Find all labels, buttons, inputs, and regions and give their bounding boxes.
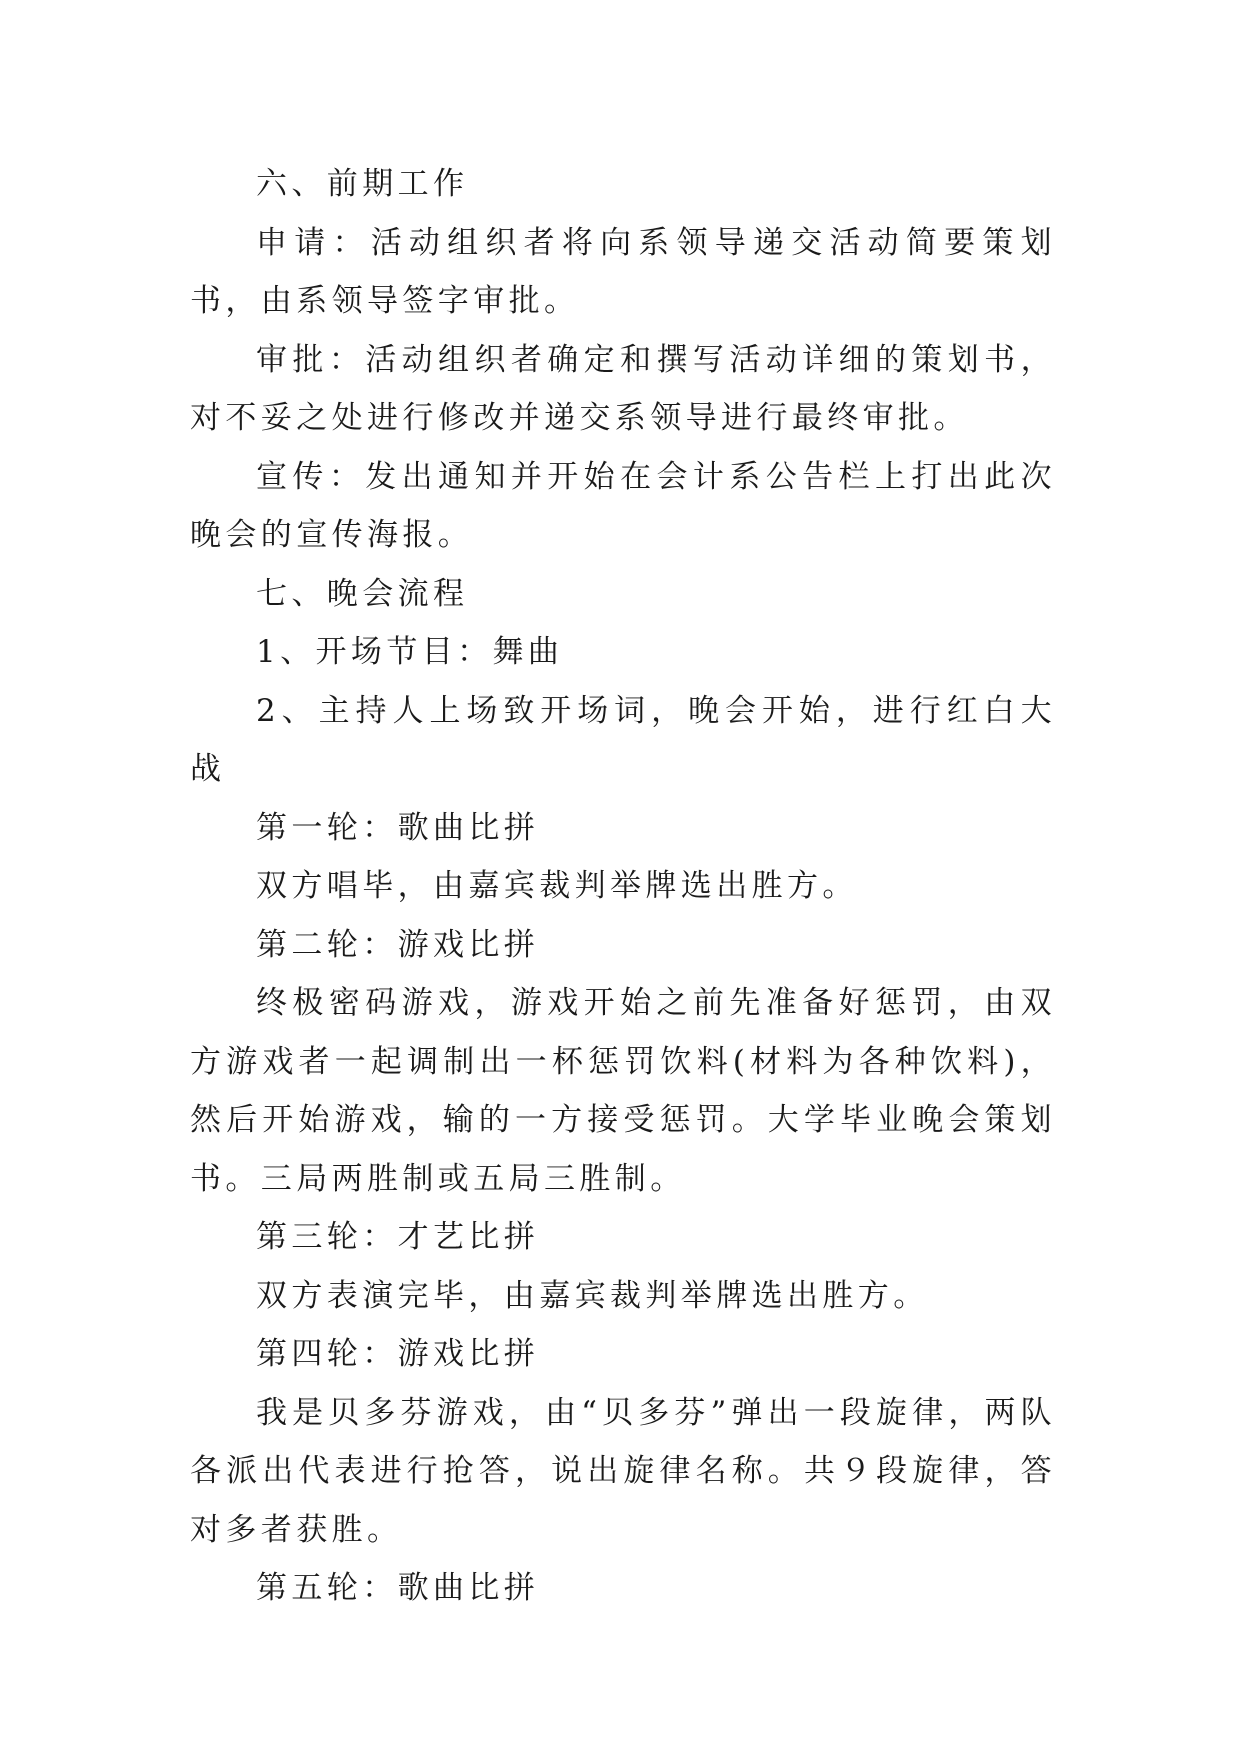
program-item-opening: 1、开场节目：舞曲 [256,634,564,670]
round-heading-5: 第五轮：歌曲比拼 [256,1570,540,1606]
round-description-2: 终极密码游戏，游戏开始之前先准备好惩罚，由双方游戏者一起调制出一杯惩罚饮料(材料为各种饮料)，然后开始游戏，输的一方接受惩罚。大学毕业晚会策划书。三局两胜制或五局三胜制。 [190,985,1056,1197]
paragraph-approval: 审批：活动组织者确定和撰写活动详细的策划书，对不妥之处进行修改并递交系领导进行最终审批。 [190,341,1056,436]
document-page [190,155,1056,1618]
paragraph-publicity: 宣传：发出通知并开始在会计系公告栏上打出此次晚会的宣传海报。 [190,458,1056,553]
round-heading-3: 第三轮：才艺比拼 [256,1219,540,1255]
section-heading-program: 七、晚会流程 [256,575,469,612]
round-heading-2: 第二轮：游戏比拼 [256,926,540,963]
round-heading-1: 第一轮：歌曲比拼 [256,809,540,846]
round-description-4: 我是贝多芬游戏，由“贝多芬”弹出一段旋律，两队各派出代表进行抢答，说出旋律名称。共９段旋律，答对多者获胜。 [190,1394,1056,1548]
program-item-host: 2、主持人上场致开场词，晚会开始，进行红白大战 [190,692,1056,787]
round-heading-4: 第四轮：游戏比拼 [256,1336,540,1372]
paragraph-application: 申请：活动组织者将向系领导递交活动简要策划书，由系领导签字审批。 [190,224,1056,319]
round-description-1: 双方唱毕，由嘉宾裁判举牌选出胜方。 [256,868,858,904]
section-heading-preparation: 六、前期工作 [256,166,469,202]
round-description-3: 双方表演完毕，由嘉宾裁判举牌选出胜方。 [256,1277,929,1314]
